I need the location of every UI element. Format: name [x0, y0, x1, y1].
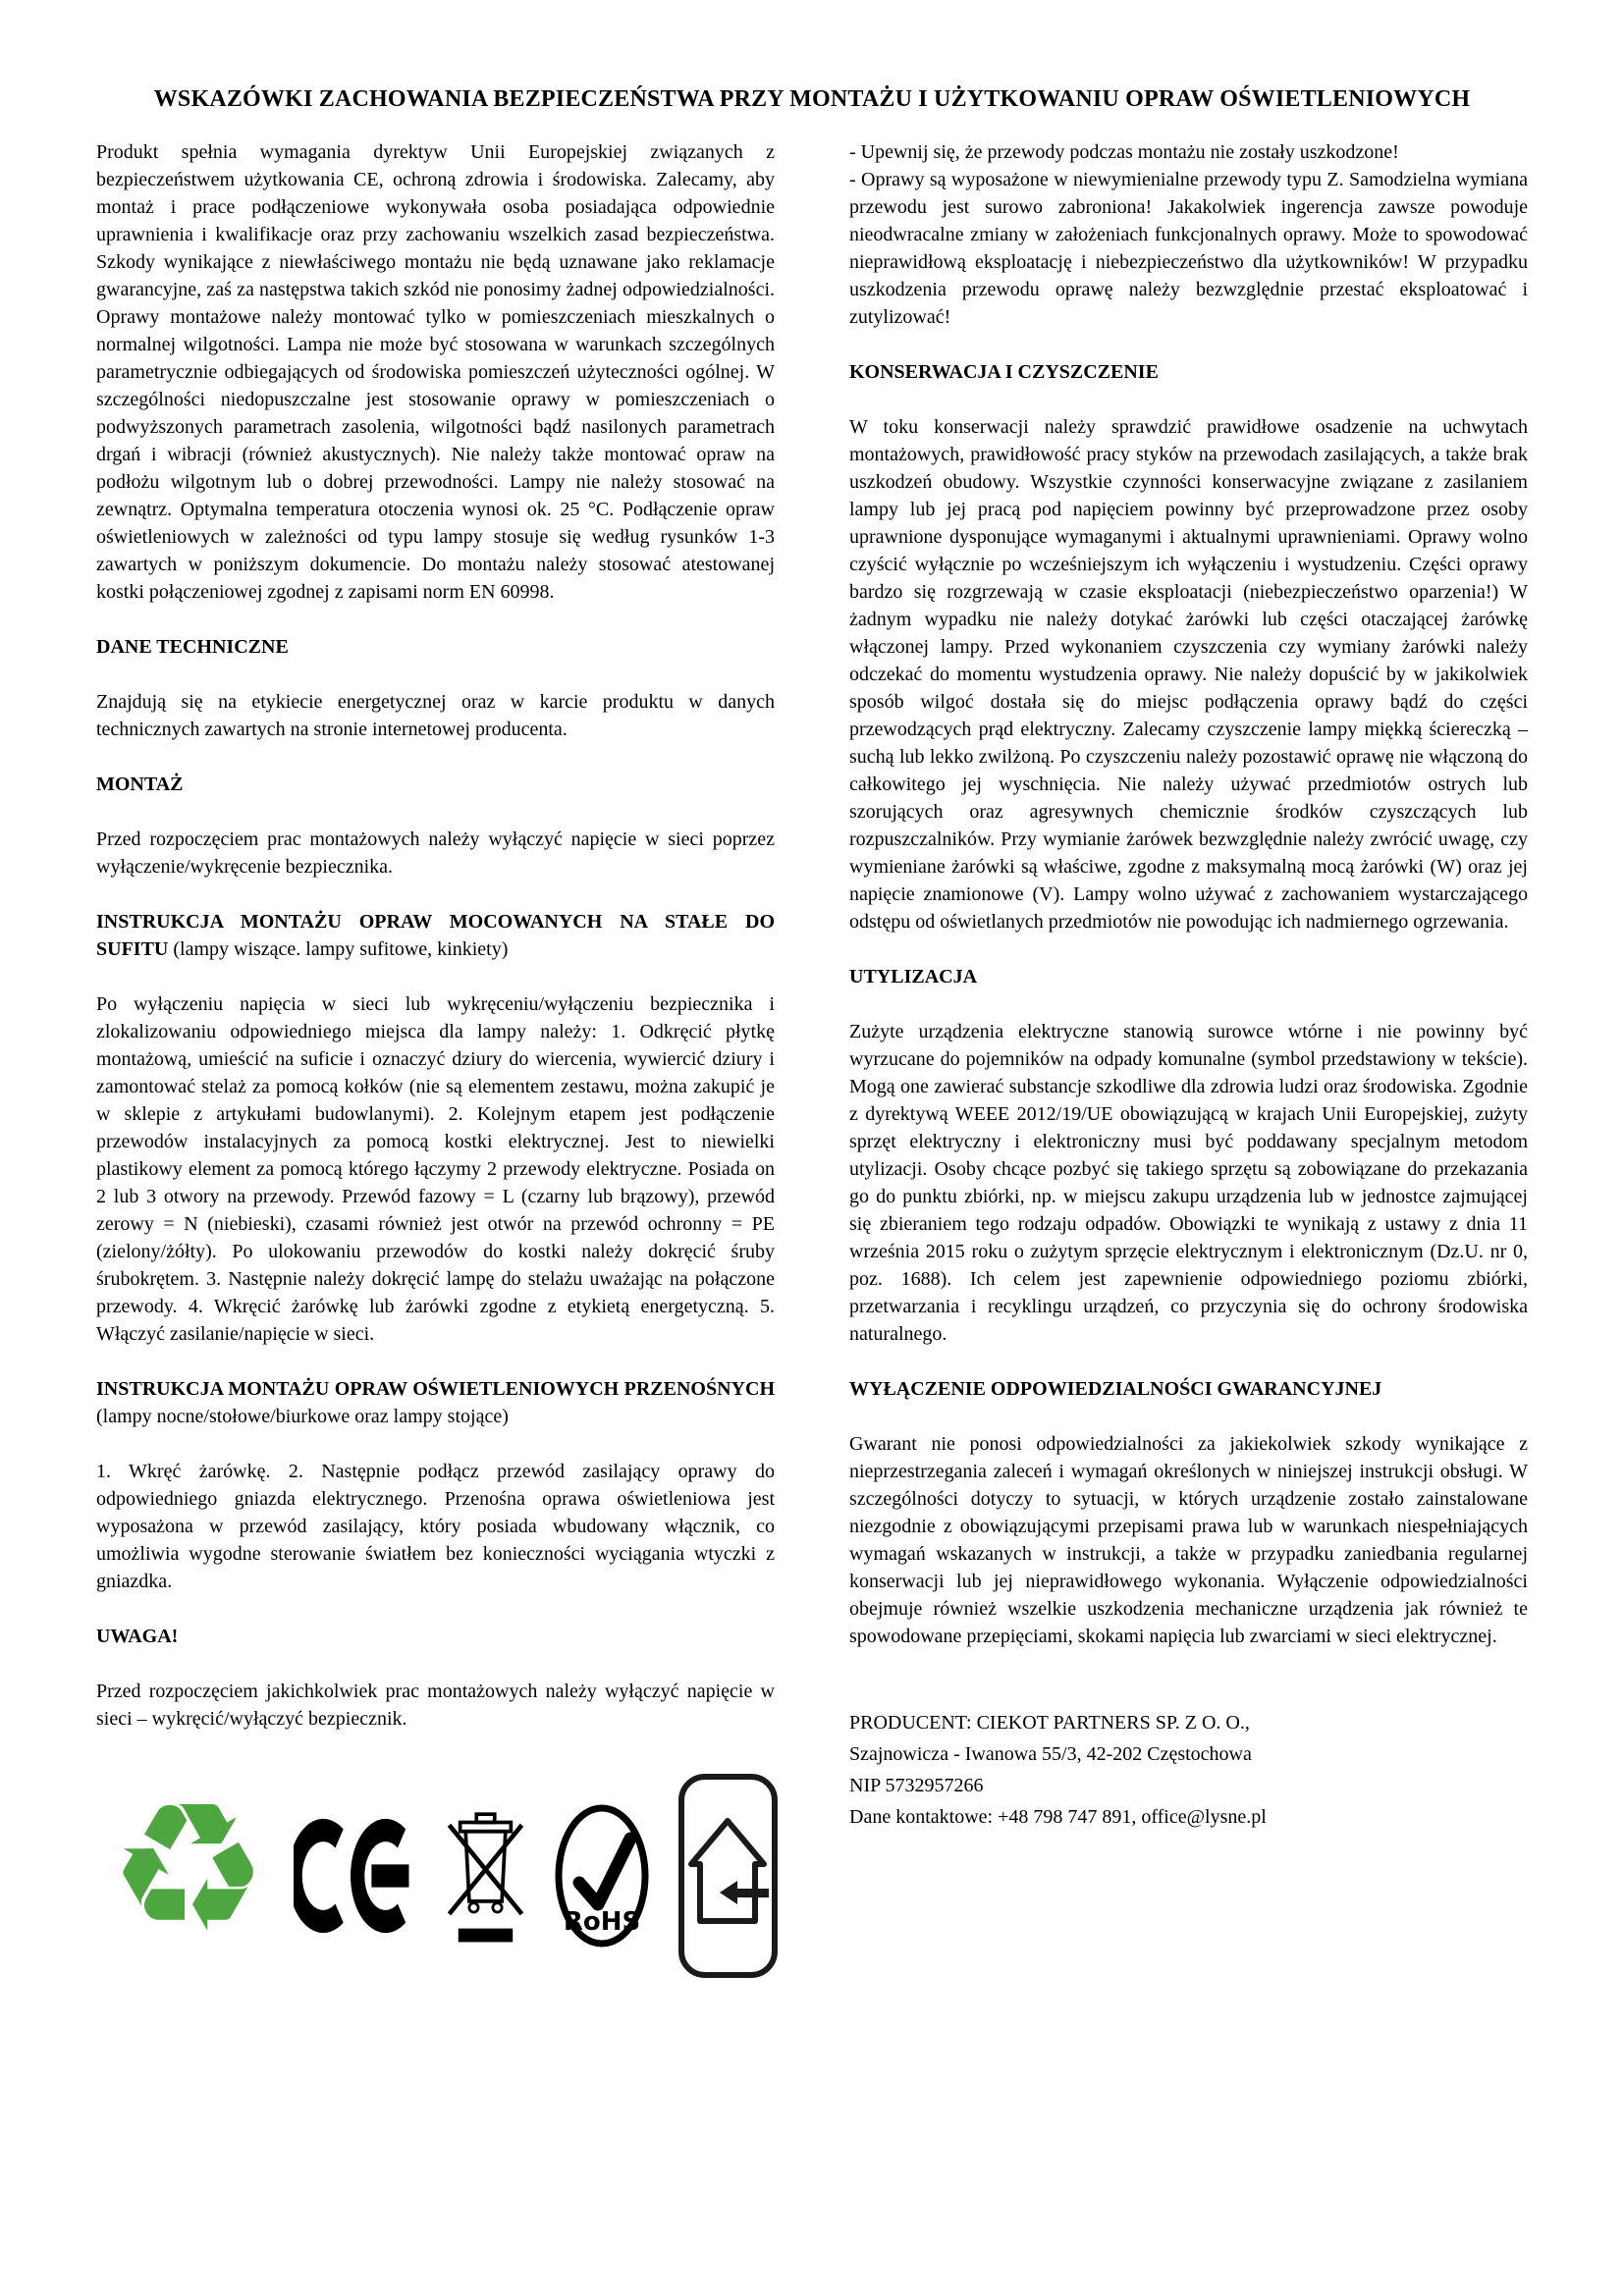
right-column: [849, 138, 1528, 1980]
heading-instrukcja-przenosne: [96, 1375, 775, 1430]
weee-crossed-bin-icon: [444, 1797, 527, 1954]
heading-instrukcja-sufit: [96, 908, 775, 963]
intro-paragraph: Produkt spełnia wymagania dyrektyw Unii Europejskiej związanych z bezpieczeństwem użytkowania CE, ochroną zdrowia i środowiska. Zalecamy, aby montaż i prace podłączeniowe wykonywała osoba posiadająca odpowiednie uprawnienia i kwalifikacje oraz przy zachowaniu wszelkich zasad bezpieczeństwa. Szkody wynikające z niewłaściwego montażu nie będą uznawane jako reklamacje gwarancyjne, zaś za następstwa takich szkód nie ponosimy żadnej odpowiedzialności. Oprawy montażowe należy montować tylko w pomieszczeniach mieszkalnych o normalnej wilgotności. Lampa nie może być stosowana w warunkach szczególnych parametrycznie odbiegających od środowiska pomieszczeń użyteczności ogólnej. W szczególności niedopuszczalne jest stosowanie oprawy w pomieszczeniach o podwyższonych parametrach zasolenia, wilgotności bądź nasilonych parametrach drgań i wibracji (również akustycznych). Nie należy także montować opraw na podłożu wilgotnym lub o dobrej przewodności. Lampy nie należy stosować na zewnątrz. Optymalna temperatura otoczenia wynosi ok. 25 °C. Podłączenie opraw oświetleniowych w zależności od typu lampy stosuje się według rysunków 1-3 zawartych w poniższym dokumencie. Do montażu należy stosować atestowanej kostki połączeniowej zgodnej z zapisami norm EN 60998.: [96, 141, 775, 603]
left-column: [96, 138, 775, 1980]
instrukcja-sufit-paragraph: Po wyłączeniu napięcia w sieci lub wykręceniu/wyłączeniu bezpiecznika i zlokalizowaniu odpowiedniego miejsca dla lampy należy: 1. Odkręcić płytkę montażową, umieścić na suficie i oznaczyć dziury do wiercenia, wywiercić dziury i zamontować stelaż za pomocą kołków (nie są elementem zestawu, można zakupić je w sklepie z artykułami budowlanymi). 2. Kolejnym etapem jest podłączenie przewodów instalacyjnych za pomocą kostki elektrycznej. Jest to niewielki plastikowy element za pomocą którego łączymy 2 przewody elektryczne. Posiada on 2 lub 3 otwory na przewody. Przewód fazowy = L (czarny lub brązowy), przewód zerowy = N (niebieski), czasami również jest otwór na przewód ochronny = PE (zielony/żółty). Po ulokowaniu przewodów do kostki należy dokręcić śruby śrubokrętem. 3. Następnie należy dokręcić lampę do stelażu uważając na połączone przewody. 4. Wkręcić żarówkę lub żarówki zgodne z etykietą energetyczną. 5. Włączyć zasilanie/napięcie w sieci.: [96, 993, 775, 1345]
page-title: WSKAZÓWKI ZACHOWANIA BEZPIECZEŃSTWA PRZY MONTAŻU I UŻYTKOWANIU OPRAW OŚWIETLENIOWYCH: [153, 86, 1471, 112]
heading-instrukcja-przenosne-subtitle: (lampy nocne/stołowe/biurkowe oraz lampy stojące): [96, 1406, 509, 1427]
rohs-icon: [553, 1802, 651, 1949]
heading-instrukcja-sufit-bold: INSTRUKCJA MONTAŻU OPRAW MOCOWANYCH NA STAŁE DO SUFITU: [96, 911, 775, 960]
heading-uwaga: UWAGA!: [96, 1626, 179, 1647]
heading-gwarancja: WYŁĄCZENIE ODPOWIEDZIALNOŚCI GWARANCYJNEJ: [849, 1378, 1382, 1400]
producer-address: Szajnowicza - Iwanowa 55/3, 42-202 Częstochowa: [849, 1743, 1252, 1765]
indoor-use-house-icon: [677, 1772, 780, 1980]
warning-bullet-1: - Upewnij się, że przewody podczas montażu nie zostały uszkodzone!: [849, 141, 1399, 163]
certification-icons-row: [108, 1763, 775, 1980]
producer-block: [849, 1707, 1528, 1833]
heading-utylizacja: UTYLIZACJA: [849, 966, 978, 988]
heading-instrukcja-przenosne-bold: INSTRUKCJA MONTAŻU OPRAW OŚWIETLENIOWYCH PRZENOŚNYCH: [96, 1378, 775, 1400]
heading-dane-techniczne: DANE TECHNICZNE: [96, 636, 289, 658]
producer-nip: NIP 5732957266: [849, 1775, 984, 1796]
producer-contact: Dane kontaktowe: +48 798 747 891, office@lysne.pl: [849, 1806, 1267, 1828]
heading-konserwacja: KONSERWACJA I CZYSZCZENIE: [849, 361, 1159, 383]
warning-bullet-2: - Oprawy są wyposażone w niewymienialne przewody typu Z. Samodzielna wymiana przewodu jest surowo zabroniona! Jakakolwiek ingerencja zawsze powoduje nieodwracalne zmiany w założeniach funkcjonalnych oprawy. Może to spowodować nieprawidłową eksploatację i niebezpieczeństwo dla użytkowników! W przypadku uszkodzenia przewodu oprawę należy bezwzględnie przestać eksploatować i zutylizować!: [849, 169, 1528, 328]
konserwacja-paragraph: W toku konserwacji należy sprawdzić prawidłowe osadzenie na uchwytach montażowych, prawidłowość pracy styków na przewodach zasilających, a także brak uszkodzeń obudowy. Wszystkie czynności konserwacyjne związane z zasilaniem lampy lub jej pracą pod napięciem powinny być przeprowadzone przez osoby uprawnione dysponujące wymaganymi i aktualnymi uprawnieniami. Oprawy wolno czyścić wyłącznie po wcześniejszym ich wyłączeniu i wystudzeniu. Części oprawy bardzo się rozgrzewają w czasie eksploatacji (niebezpieczeństwo oparzenia!) W żadnym wypadku nie należy dotykać żarówki lub części otaczającej żarówkę włączonej lampy. Przed wykonaniem czyszczenia czy wymiany żarówki należy odczekać do momentu wystudzenia oprawy. Nie należy dopuścić by w jakikolwiek sposób wilgoć dostała się do miejsc podłączenia oprawy bądź do części przewodzących prąd elektryczny. Zalecamy czyszczenie lampy miękką ściereczką – suchą lub lekko zwilżoną. Po czyszczeniu należy pozostawić oprawę nie włączoną do całkowitego jej wyschnięcia. Nie należy używać przedmiotów ostrych lub szorujących oraz agresywnych chemicznie środków czyszczących lub rozpuszczalników. Przy wymianie żarówek bezwzględnie należy zwrócić uwagę, czy wymieniane żarówki są właściwe, zgodne z maksymalną mocą żarówki (W) oraz jej napięcie znamionowe (V). Lampy wolno używać z zachowaniem wystarczającego odstępu od oświetlanych przedmiotów nie powodując ich nadmiernego ogrzewania.: [849, 416, 1528, 933]
instrukcja-przenosne-paragraph: 1. Wkręć żarówkę. 2. Następnie podłącz przewód zasilający oprawy do odpowiedniego gniazda elektrycznego. Przenośna oprawa oświetleniowa jest wyposażona w przewód zasilający, który posiada wbudowany włącznik, co umożliwia wygodne sterowanie światłem bez konieczności wyciągania wtyczki z gniazdka.: [96, 1461, 775, 1592]
montaz-paragraph: Przed rozpoczęciem prac montażowych należy wyłączyć napięcie w sieci poprzez wyłączenie/wykręcenie bezpiecznika.: [96, 828, 775, 878]
gwarancja-paragraph: Gwarant nie ponosi odpowiedzialności za jakiekolwiek szkody wynikające z nieprzestrzegania zaleceń i wymagań określonych w niniejszej instrukcji obsługi. W szczególności dotyczy to sytuacji, w których urządzenie zostało zainstalowane niezgodnie z obowiązującymi przepisami prawa lub w warunkach niespełniających wymagań wskazanych w instrukcji, a także w przypadku zaniedbania regularnej konserwacji lub jej nieprawidłowego wykonania. Wyłączenie odpowiedzialności obejmuje również wszelkie uszkodzenia mechaniczne urządzenia jak również te spowodowane przepięciami, skokami napięcia lub zwarciami w sieci elektrycznej.: [849, 1433, 1528, 1647]
rohs-label: RoHS: [563, 1907, 641, 1937]
utylizacja-paragraph: Zużyte urządzenia elektryczne stanowią surowce wtórne i nie powinny być wyrzucane do pojemników na odpady komunalne (symbol przedstawiony w tekście). Mogą one zawierać substancje szkodliwe dla zdrowia ludzi oraz środowiska. Zgodnie z dyrektywą WEEE 2012/19/UE obowiązującą w krajach Unii Europejskiej, zużyty sprzęt elektryczny i elektroniczny musi być poddawany specjalnym metodom utylizacji. Osoby chcące pozbyć się takiego sprzętu są zobowiązane do przekazania go do punktu zbiórki, np. w miejscu zakupu urządzenia lub w jednostce zajmującej się zbieraniem tego rodzaju odpadów. Obowiązki te wynikają z ustawy z dnia 11 września 2015 roku o zużytym sprzęcie elektrycznym i elektronicznym (Dz.U. nr 0, poz. 1688). Ich celem jest zapewnienie odpowiedniego poziomu zbiórki, przetwarzania i recyklingu urządzeń, co przyczynia się do ochrony środowiska naturalnego.: [849, 1021, 1528, 1345]
two-column-layout: [96, 138, 1528, 1980]
dane-techniczne-paragraph: Znajdują się na etykiecie energetycznej oraz w karcie produktu w danych technicznych zawartych na stronie internetowej producenta.: [96, 691, 775, 740]
heading-instrukcja-sufit-subtitle: (lampy wiszące. lampy sufitowe, kinkiety): [168, 938, 509, 960]
warning-bullets: [849, 138, 1528, 331]
ce-mark-icon: [294, 1806, 418, 1946]
heading-montaz: MONTAŻ: [96, 774, 184, 795]
uwaga-paragraph: Przed rozpoczęciem jakichkolwiek prac montażowych należy wyłączyć napięcie w sieci – wykręcić/wyłączyć bezpiecznik.: [96, 1681, 775, 1730]
producer-name: PRODUCENT: CIEKOT PARTNERS SP. Z O. O.,: [849, 1712, 1250, 1734]
recycling-icon: ♻: [108, 1763, 269, 1972]
